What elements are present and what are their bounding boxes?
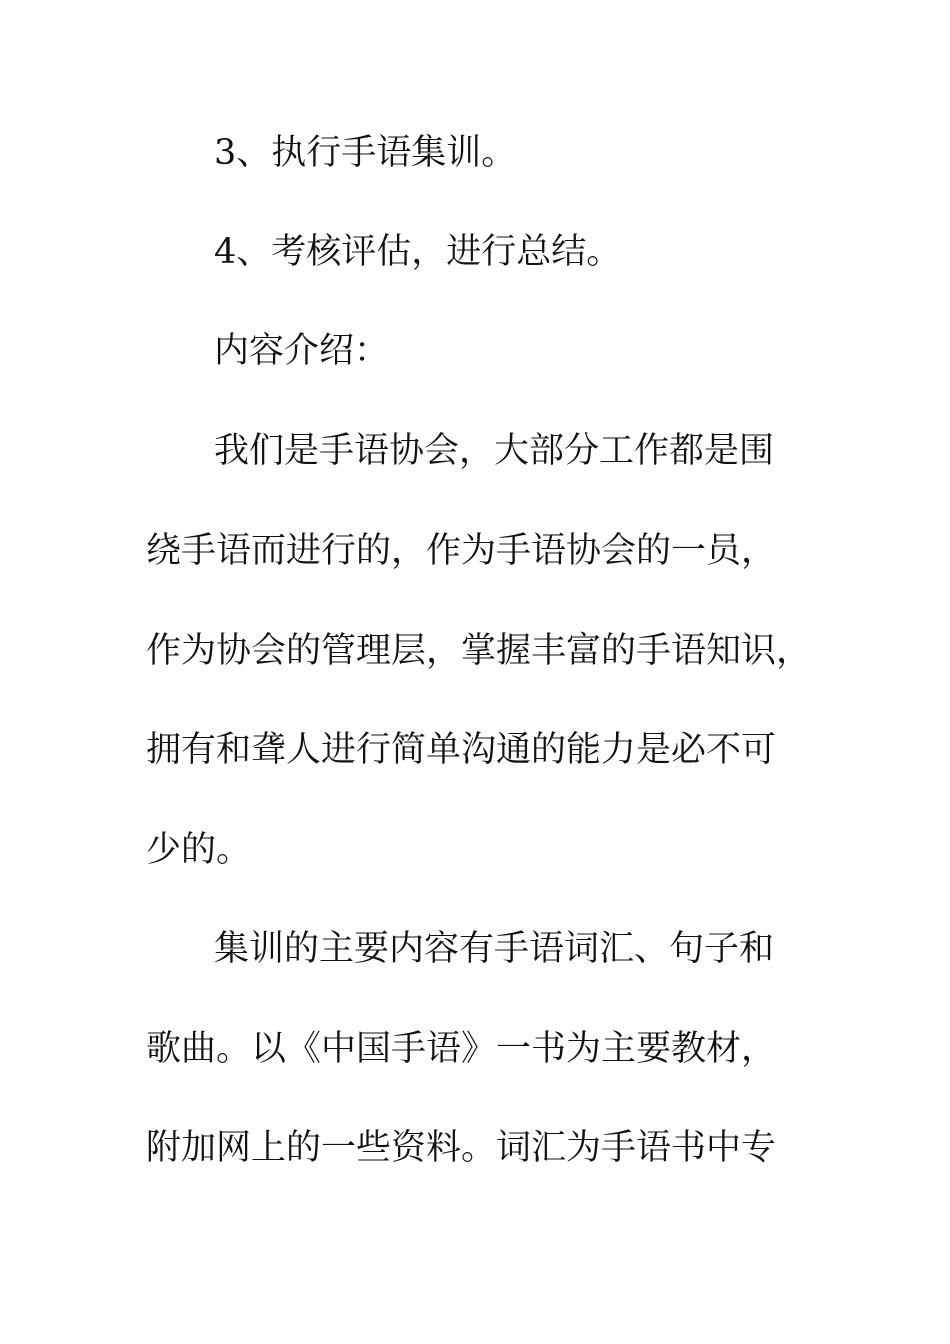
list-item-step-3: 3、执行手语集训。 [214, 133, 517, 173]
paragraph-1-line-1: 我们是手语协会，大部分工作都是围 [214, 431, 775, 471]
paragraph-1-line-4: 拥有和聋人进行简单沟通的能力是必不可 [146, 730, 777, 770]
paragraph-1-line-5: 少的。 [146, 830, 252, 870]
paragraph-2-line-2: 歌曲。以《中国手语》一书为主要教材， [146, 1029, 777, 1069]
paragraph-1-line-2: 绕手语而进行的，作为手语协会的一员， [146, 531, 777, 571]
paragraph-1-line-3: 作为协会的管理层，掌握丰富的手语知识， [146, 631, 812, 671]
paragraph-2-line-1: 集训的主要内容有手语词汇、句子和 [214, 929, 775, 969]
paragraph-2-line-3: 附加网上的一些资料。词汇为手语书中专 [146, 1128, 777, 1168]
section-heading-content: 内容介绍： [214, 331, 390, 371]
list-item-step-4: 4、考核评估，进行总结。 [214, 232, 622, 272]
